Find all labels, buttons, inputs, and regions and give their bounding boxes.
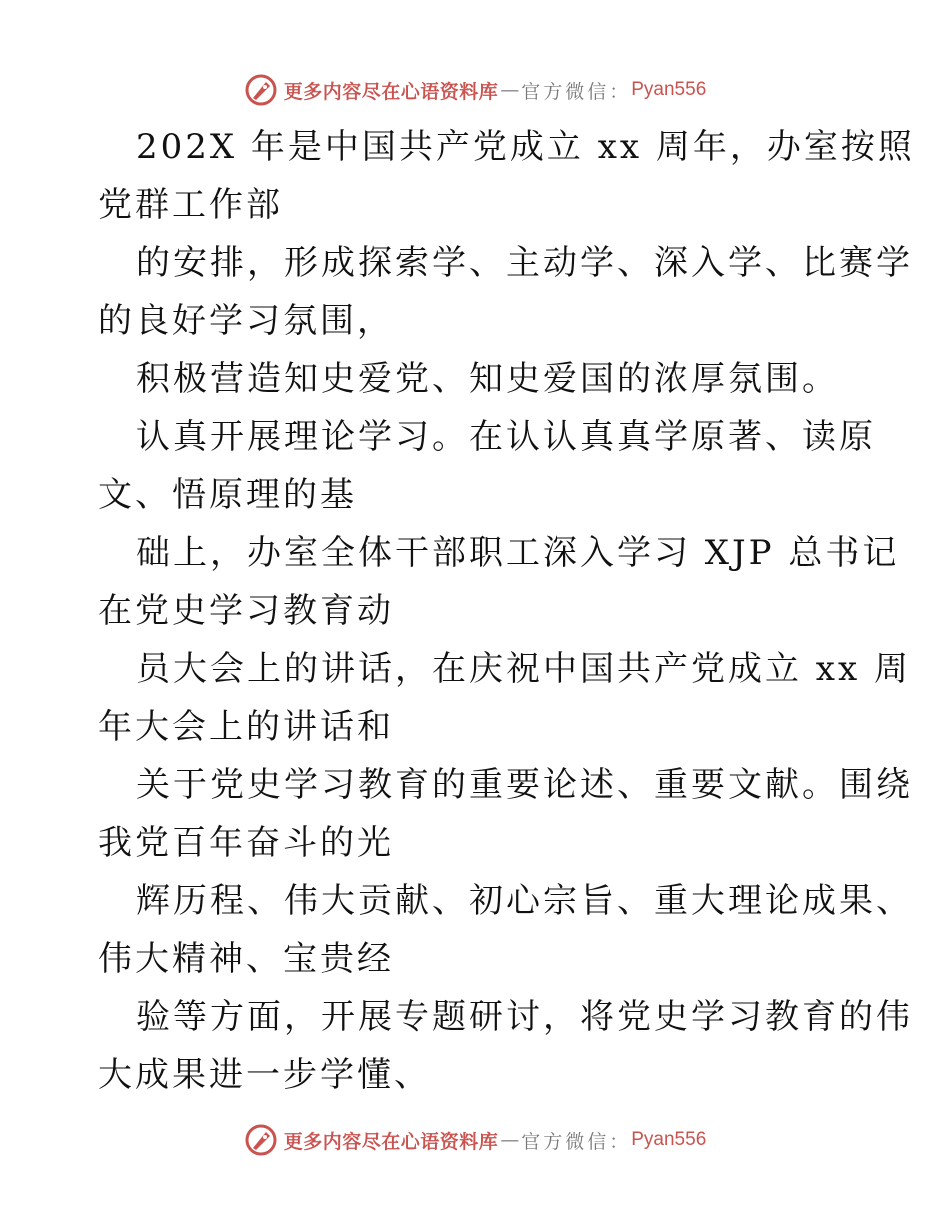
- text-line-10: 员大会上的讲话，在庆祝中国共产党成立 xx 周: [136, 649, 911, 689]
- text-line-13: 我党百年奋斗的光: [98, 823, 394, 863]
- watermark-dash: —: [500, 1129, 520, 1151]
- text-line-1: 202X 年是中国共产党成立 xx 周年，办室按照: [136, 127, 915, 167]
- footer-watermark: [0, 1120, 950, 1160]
- pen-nib-logo-icon: [244, 1123, 278, 1157]
- text-line-7: 文、悟原理的基: [98, 475, 357, 515]
- header-watermark: [0, 70, 950, 110]
- watermark-wechat-id: Pyan556: [631, 79, 707, 100]
- watermark-name: 更多内容尽在心语资料库: [283, 1130, 499, 1153]
- pen-nib-logo-icon: [244, 73, 278, 107]
- document-body: [98, 118, 915, 1104]
- text-line-14: 辉历程、伟大贡献、初心宗旨、重大理论成果、: [136, 881, 913, 921]
- watermark-wechat-id: Pyan556: [631, 1129, 707, 1150]
- text-line-6: 认真开展理论学习。在认认真真学原著、读原: [136, 417, 876, 457]
- text-line-3: 的安排，形成探索学、主动学、深入学、比赛学: [136, 243, 913, 283]
- text-line-15: 伟大精神、宝贵经: [98, 939, 394, 979]
- text-line-2: 党群工作部: [98, 185, 283, 225]
- text-line-8: 础上，办室全体干部职工深入学习 XJP 总书记: [136, 533, 900, 573]
- text-line-16: 验等方面，开展专题研讨，将党史学习教育的伟: [136, 997, 913, 1037]
- text-line-17: 大成果进一步学懂、: [98, 1055, 431, 1095]
- text-line-4: 的良好学习氛围，: [98, 301, 394, 341]
- watermark-label: 官方微信：: [521, 1130, 632, 1153]
- watermark-name: 更多内容尽在心语资料库: [283, 80, 499, 103]
- text-line-9: 在党史学习教育动: [98, 591, 394, 631]
- text-line-5: 积极营造知史爱党、知史爱国的浓厚氛围。: [136, 359, 839, 399]
- watermark-label: 官方微信：: [521, 80, 632, 103]
- text-line-12: 关于党史学习教育的重要论述、重要文献。围绕: [136, 765, 913, 805]
- watermark-dash: —: [500, 79, 520, 101]
- text-line-11: 年大会上的讲话和: [98, 707, 394, 747]
